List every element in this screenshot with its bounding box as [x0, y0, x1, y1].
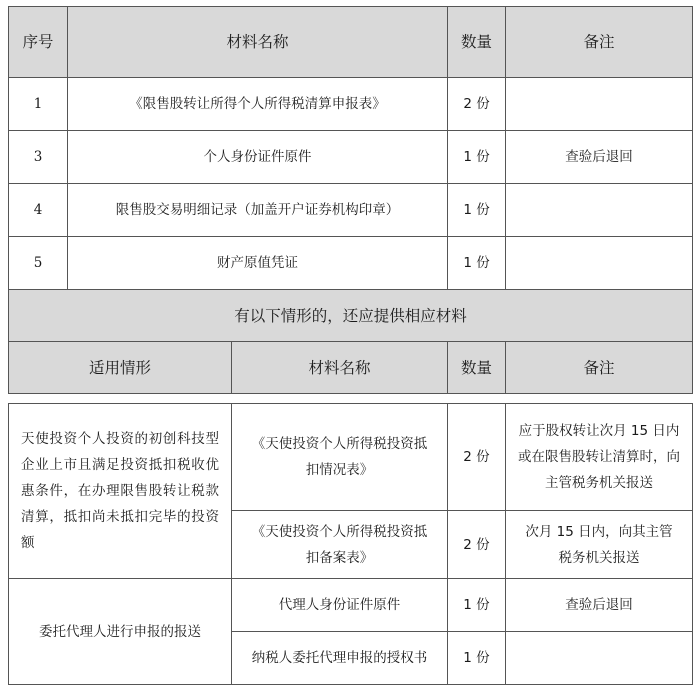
row-seq: 1: [9, 78, 68, 131]
sub-header-row: [9, 342, 693, 394]
header-seq: 序号: [9, 7, 68, 78]
header-situation: 适用情形: [9, 342, 232, 394]
row-quantity: 1 份: [448, 184, 506, 237]
row-note: 次月 15 日内，向其主管税务机关报送: [506, 511, 693, 579]
row-seq: 3: [9, 131, 68, 184]
table-row: [9, 131, 693, 184]
row-material-name: 代理人身份证件原件: [232, 579, 448, 632]
row-note: [506, 632, 693, 685]
header-material-name: 材料名称: [232, 342, 448, 394]
row-material-name: 《天使投资个人所得税投资抵扣备案表》: [232, 511, 448, 579]
table-row: [9, 237, 693, 290]
row-material-name: 《限售股转让所得个人所得税清算申报表》: [68, 78, 448, 131]
row-quantity: 2 份: [448, 78, 506, 131]
table-row: [9, 404, 693, 511]
row-note: [506, 78, 693, 131]
row-quantity: 2 份: [448, 511, 506, 579]
situation-cell: 天使投资个人投资的初创科技型企业上市且满足投资抵扣税收优惠条件，在办理限售股转让税款清算，抵扣尚未抵扣完毕的投资额: [9, 404, 232, 579]
row-note: 查验后退回: [506, 579, 693, 632]
row-note: 应于股权转让次月 15 日内或在限售股转让清算时，向主管税务机关报送: [506, 404, 693, 511]
additional-materials-table: [8, 403, 693, 685]
row-quantity: 1 份: [448, 131, 506, 184]
header-note: 备注: [506, 7, 693, 78]
materials-table: [8, 6, 693, 394]
row-quantity: 1 份: [448, 237, 506, 290]
row-material-name: 《天使投资个人所得税投资抵扣情况表》: [232, 404, 448, 511]
row-material-name: 纳税人委托代理申报的授权书: [232, 632, 448, 685]
header-quantity: 数量: [448, 7, 506, 78]
header-row: [9, 7, 693, 78]
header-material-name: 材料名称: [68, 7, 448, 78]
row-quantity: 1 份: [448, 579, 506, 632]
row-note: [506, 184, 693, 237]
table-row: [9, 78, 693, 131]
section-title: 有以下情形的，还应提供相应材料: [9, 290, 693, 342]
row-quantity: 2 份: [448, 404, 506, 511]
situation-cell: 委托代理人进行申报的报送: [9, 579, 232, 685]
header-note: 备注: [506, 342, 693, 394]
table-row: [9, 184, 693, 237]
section-band: [9, 290, 693, 342]
row-material-name: 限售股交易明细记录（加盖开户证券机构印章）: [68, 184, 448, 237]
row-material-name: 个人身份证件原件: [68, 131, 448, 184]
row-material-name: 财产原值凭证: [68, 237, 448, 290]
row-seq: 5: [9, 237, 68, 290]
row-quantity: 1 份: [448, 632, 506, 685]
row-seq: 4: [9, 184, 68, 237]
row-note: [506, 237, 693, 290]
table-row: [9, 579, 693, 632]
header-quantity: 数量: [448, 342, 506, 394]
row-note: 查验后退回: [506, 131, 693, 184]
